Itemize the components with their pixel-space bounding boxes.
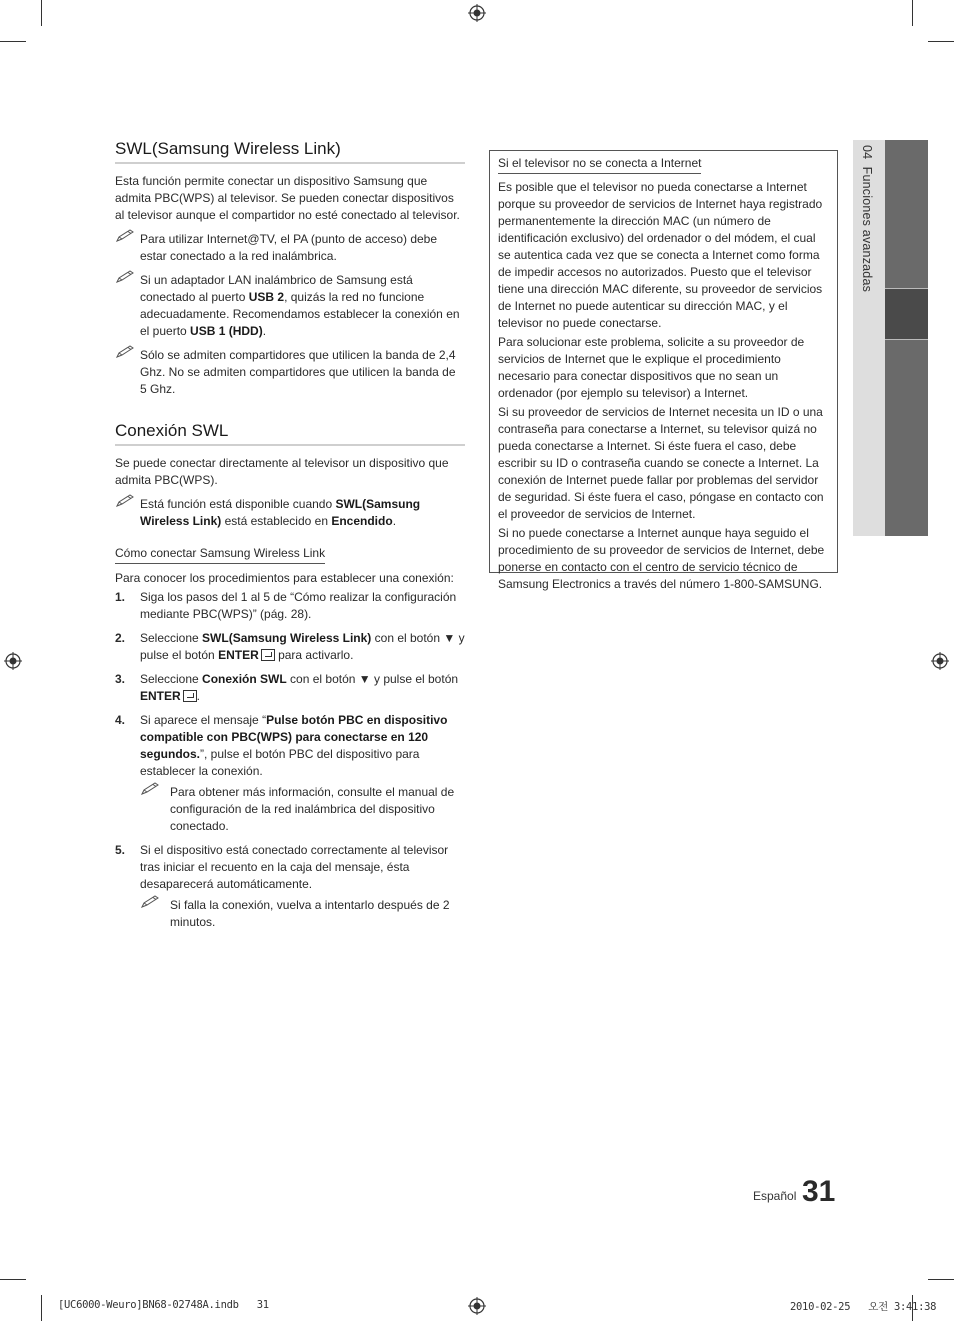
crop-mark <box>928 1279 954 1280</box>
note-text: , quizás la red no funcione adecuadamente. Recomendamos establecer la conexión en el puerto <box>140 290 460 338</box>
crop-mark <box>0 41 26 42</box>
setting-value: Encendido <box>331 514 393 528</box>
box-paragraph: Si no puede conectarse a Internet aunque haya seguido el procedimiento de su proveedor de servicios de Internet, debe ponerse en contacto con el centro de servicio técnico de Samsung Electronics a través del número 1-800-SAMSUNG. <box>498 526 825 591</box>
divider <box>885 288 928 289</box>
list-item <box>115 630 465 664</box>
registration-mark-icon <box>468 1297 486 1315</box>
step-text: . <box>196 689 201 703</box>
note <box>115 231 465 265</box>
step-text: con el botón ▼ y pulse el botón <box>140 631 465 662</box>
crop-mark <box>928 41 954 42</box>
step-text: Seleccione <box>140 672 203 686</box>
chapter-tab-active <box>885 289 928 339</box>
pencil-note-icon <box>115 229 135 243</box>
pencil-note-icon <box>140 782 160 796</box>
step-number: 2. <box>115 631 126 645</box>
troubleshooting-box <box>489 150 838 591</box>
step-text: para activarlo. <box>274 648 354 662</box>
pencil-note-icon <box>115 494 135 508</box>
list-item <box>115 589 465 623</box>
message-text: Pulse botón PBC en dispositivo compatible con PBC(WPS) para conectarse en 120 segundos. <box>140 713 448 761</box>
note <box>115 272 465 340</box>
box-paragraph: Si su proveedor de servicios de Internet necesita un ID o una contraseña para conectarse a Internet, su televisor quizá no pueda conectarse a Internet. Si éste fuera el caso, debe escribir su ID o contraseña cuando se conecte a Internet. La conexión de Internet puede fallar por problemas del servidor de seguridad. Si éste fuera el caso, póngase en contacto con el proveedor de servicios de Internet. <box>498 405 824 521</box>
port-name: USB 1 (HDD) <box>190 324 263 338</box>
step-text: Seleccione <box>140 631 203 645</box>
step-number: 5. <box>115 843 126 857</box>
note-text: Sólo se admiten compartidores que utilicen la banda de 2,4 Ghz. No se admiten compartidores que utilicen la banda de 5 Ghz. <box>140 348 456 396</box>
box-title: Si el televisor no se conecta a Internet <box>498 155 701 174</box>
button-name: ENTER <box>140 689 181 703</box>
port-name: USB 2 <box>248 290 285 304</box>
step-text: Si aparece el mensaje “ <box>140 713 267 727</box>
note <box>115 496 465 530</box>
subsection-title: Cómo conectar Samsung Wireless Link <box>115 545 325 564</box>
note-text: está establecido en <box>221 514 332 528</box>
chapter-label: 04 Funciones avanzadas <box>860 145 874 293</box>
crop-mark <box>912 0 913 26</box>
crop-mark <box>41 0 42 26</box>
steps-list <box>115 589 465 931</box>
note <box>140 784 465 835</box>
pencil-note-icon <box>115 270 135 284</box>
button-name: ENTER <box>218 648 259 662</box>
menu-name: SWL(Samsung Wireless Link) <box>202 631 372 645</box>
step-text: Siga los pasos del 1 al 5 de “Cómo realizar la configuración mediante PBC(WPS)” (pág. 28). <box>140 590 457 621</box>
enter-key-icon <box>183 690 197 702</box>
step-text: ”, pulse el botón PBC del dispositivo para establecer la conexión. <box>140 747 420 778</box>
divider <box>885 339 928 340</box>
enter-key-icon <box>261 649 275 661</box>
conexion-intro: Se puede conectar directamente al televisor un dispositivo que admita PBC(WPS). <box>115 456 449 487</box>
pencil-note-icon <box>115 345 135 359</box>
note-text: . <box>262 324 267 338</box>
step-number: 4. <box>115 713 126 727</box>
step-text: con el botón ▼ y pulse el botón <box>286 672 459 686</box>
crop-mark <box>41 1295 42 1321</box>
print-timestamp: 2010-02-25 오전 3:41:38 <box>790 1301 937 1313</box>
left-column <box>115 138 465 938</box>
box-paragraph: Para solucionar este problema, solicite a su proveedor de servicios de Internet que le explique el procedimiento necesario para conectar dispositivos que no sean un ordenador (por ejemplo su televisor) a Internet. <box>498 335 805 400</box>
registration-mark-icon <box>931 652 949 670</box>
list-item <box>115 671 465 705</box>
swl-intro: Esta función permite conectar un dispositivo Samsung que admita PBC(WPS) al televisor. Se pueden conectar dispositivos al televisor aunque el compartidor no esté conectado al televisor. <box>115 174 460 222</box>
section-title-conexion: Conexión SWL <box>115 420 465 446</box>
pencil-note-icon <box>140 895 160 909</box>
menu-name: SWL(Samsung Wireless Link) <box>140 497 421 528</box>
note-text: Para utilizar Internet@TV, el PA (punto de acceso) debe estar conectado a la red inalámbrica. <box>140 232 438 263</box>
steps-lead: Para conocer los procedimientos para establecer una conexión: <box>115 571 454 585</box>
print-slug: [UC6000-Weuro]BN68-02748A.indb 31 <box>58 1299 269 1311</box>
crop-mark <box>0 1279 26 1280</box>
step-number: 3. <box>115 672 126 686</box>
list-item <box>115 842 465 931</box>
step-number: 1. <box>115 590 126 604</box>
note-text: Si falla la conexión, vuelva a intentarlo después de 2 minutos. <box>170 898 450 929</box>
note-text: Está función está disponible cuando <box>140 497 336 511</box>
note-text: Si un adaptador LAN inalámbrico de Samsung está conectado al puerto <box>140 273 413 304</box>
note <box>115 347 465 398</box>
list-item <box>115 712 465 835</box>
note-text: . <box>392 514 397 528</box>
box-paragraph: Es posible que el televisor no pueda conectarse a Internet porque su proveedor de servicios de Internet haya registrado permanentemente la dirección MAC (un número de identificación exclusivo) del ordenador o del módem, el cual se autentica cada vez que se conecta a Internet como forma de impedir accesos no autorizados. Puesto que el televisor tiene una dirección MAC diferente, su proveedor de servicios de Internet no puede autenticar su dirección MAC, y el televisor no puede conectarse. <box>498 180 823 330</box>
note-text: Para obtener más información, consulte el manual de configuración de la red inalámbrica del dispositivo conectado. <box>170 785 455 833</box>
page-number: 31 <box>802 1175 836 1208</box>
registration-mark-icon <box>468 4 486 22</box>
section-title-swl: SWL(Samsung Wireless Link) <box>115 138 465 164</box>
footer-language: Español <box>753 1189 797 1203</box>
menu-name: Conexión SWL <box>202 672 287 686</box>
registration-mark-icon <box>4 652 22 670</box>
note <box>140 897 465 931</box>
step-text: Si el dispositivo está conectado correctamente al televisor tras iniciar el recuento en la caja del mensaje, ésta desaparecerá automáticamente. <box>140 843 449 891</box>
